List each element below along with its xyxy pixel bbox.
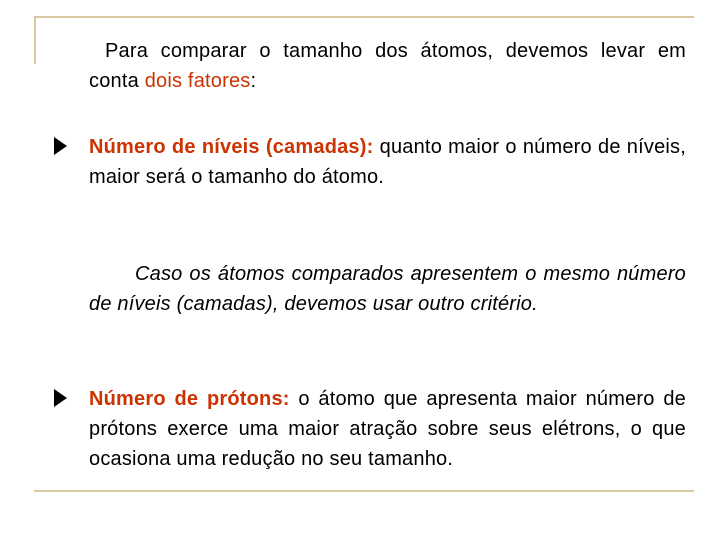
intro-paragraph [89, 36, 686, 96]
square-bullet-icon [54, 389, 67, 407]
list-item-heading: Número de prótons: [89, 388, 290, 410]
top-rule [34, 16, 694, 18]
list-item-heading: Número de níveis (camadas): [89, 136, 374, 158]
list-item-text: quanto maior o número de níveis, maior será o tamanho do átomo. [89, 136, 686, 188]
intro-lead: Para comparar o tamanho dos átomos, devemos levar em conta [89, 40, 686, 92]
intro-highlight: dois fatores [144, 70, 251, 92]
list-item [89, 384, 686, 474]
intro-tail: : [250, 70, 257, 92]
left-rule [34, 16, 36, 64]
bottom-rule [34, 490, 694, 492]
list-item [89, 132, 686, 192]
square-bullet-icon [54, 137, 67, 155]
note-paragraph [89, 259, 686, 319]
note-text: Caso os átomos comparados apresentem o mesmo número de níveis (camadas), devemos usar outro critério. [89, 263, 686, 315]
list-item-text: o átomo que apresenta maior número de prótons exerce uma maior atração sobre seus elétrons, o que ocasiona uma redução no seu tamanho. [89, 388, 686, 470]
